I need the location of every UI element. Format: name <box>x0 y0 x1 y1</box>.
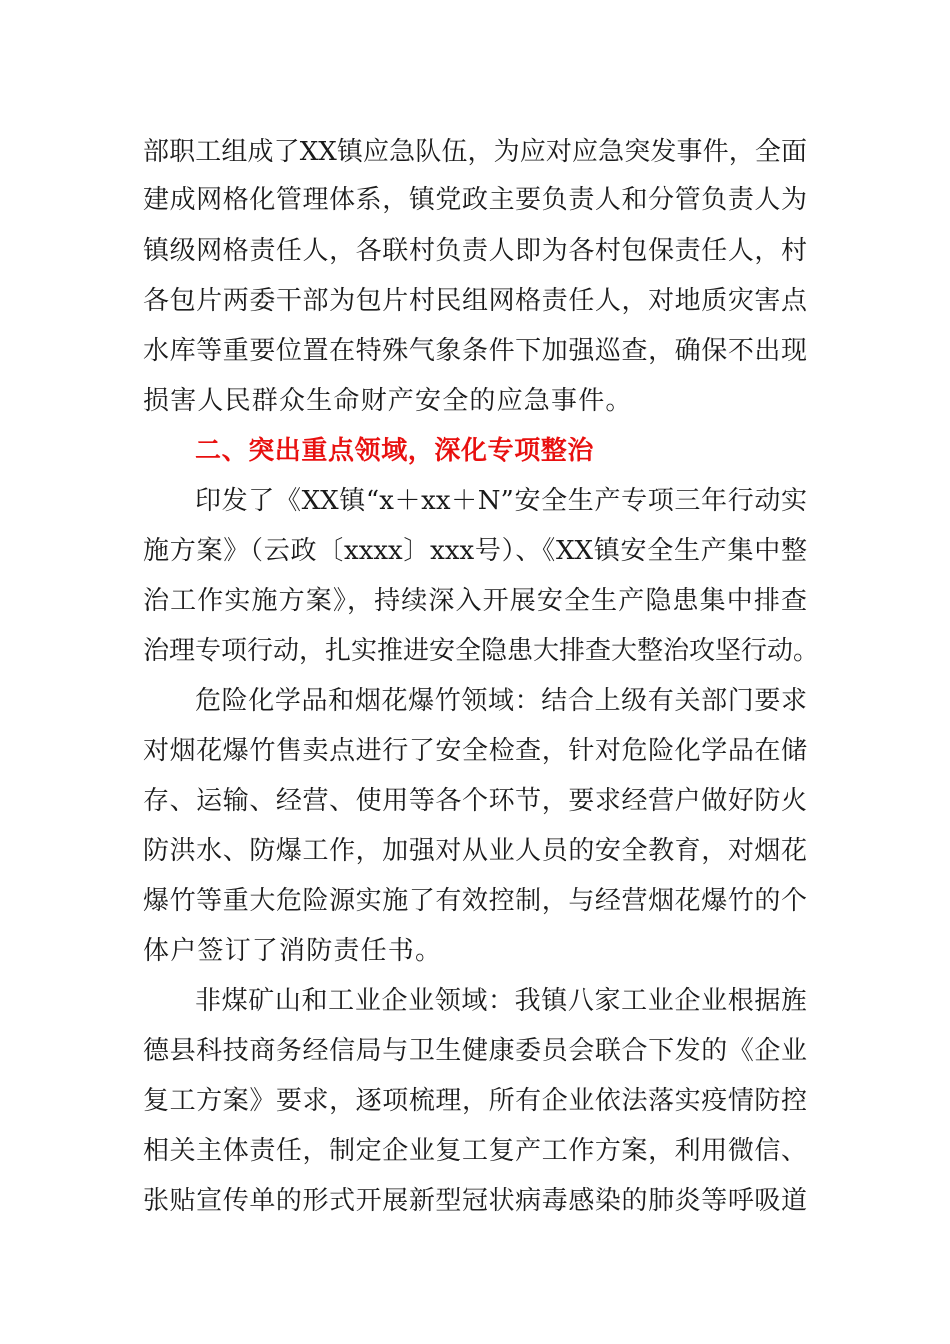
paragraph-2-line-1: 印发了《XX镇“x＋xx＋N”安全生产专项三年行动实 <box>195 486 807 516</box>
paragraph-4-line-4: 相关主体责任，制定企业复工复产工作方案，利用微信、 <box>143 1136 807 1166</box>
paragraph-2-line-3: 治工作实施方案》，持续深入开展安全生产隐患集中排查 <box>143 586 807 616</box>
paragraph-1-line-5: 水库等重要位置在特殊气象条件下加强巡查，确保不出现 <box>143 336 807 366</box>
paragraph-3-line-1: 危险化学品和烟花爆竹领域：结合上级有关部门要求 <box>195 686 807 716</box>
paragraph-1-line-2: 建成网格化管理体系，镇党政主要负责人和分管负责人为 <box>143 185 807 215</box>
paragraph-3-line-2: 对烟花爆竹售卖点进行了安全检查，针对危险化学品在储 <box>143 736 807 766</box>
paragraph-1-line-3: 镇级网格责任人，各联村负责人即为各村包保责任人，村 <box>143 236 807 266</box>
paragraph-1-line-4: 各包片两委干部为包片村民组网格责任人，对地质灾害点 <box>143 286 807 316</box>
paragraph-3-line-3: 存、运输、经营、使用等各个环节，要求经营户做好防火 <box>143 786 807 816</box>
paragraph-1-line-6: 损害人民群众生命财产安全的应急事件。 <box>143 386 633 416</box>
paragraph-3-line-6: 体户签订了消防责任书。 <box>143 936 443 966</box>
paragraph-4-line-3: 复工方案》要求，逐项梳理，所有企业依法落实疫情防控 <box>143 1086 807 1116</box>
paragraph-1-line-1: 部职工组成了XX镇应急队伍，为应对应急突发事件，全面 <box>143 137 807 167</box>
paragraph-3-line-5: 爆竹等重大危险源实施了有效控制，与经营烟花爆竹的个 <box>143 886 807 916</box>
section-heading: 二、突出重点领域，深化专项整治 <box>195 436 595 466</box>
paragraph-2-line-4: 治理专项行动，扎实推进安全隐患大排查大整治攻坚行动。 <box>143 636 820 666</box>
paragraph-4-line-2: 德县科技商务经信局与卫生健康委员会联合下发的《企业 <box>143 1036 807 1066</box>
paragraph-4-line-1: 非煤矿山和工业企业领域：我镇八家工业企业根据旌 <box>195 986 807 1016</box>
paragraph-4-line-5: 张贴宣传单的形式开展新型冠状病毒感染的肺炎等呼吸道 <box>143 1186 807 1216</box>
paragraph-2-line-2: 施方案》（云政〔xxxx〕xxx号）、《XX镇安全生产集中整 <box>143 536 807 566</box>
paragraph-3-line-4: 防洪水、防爆工作，加强对从业人员的安全教育，对烟花 <box>143 836 807 866</box>
